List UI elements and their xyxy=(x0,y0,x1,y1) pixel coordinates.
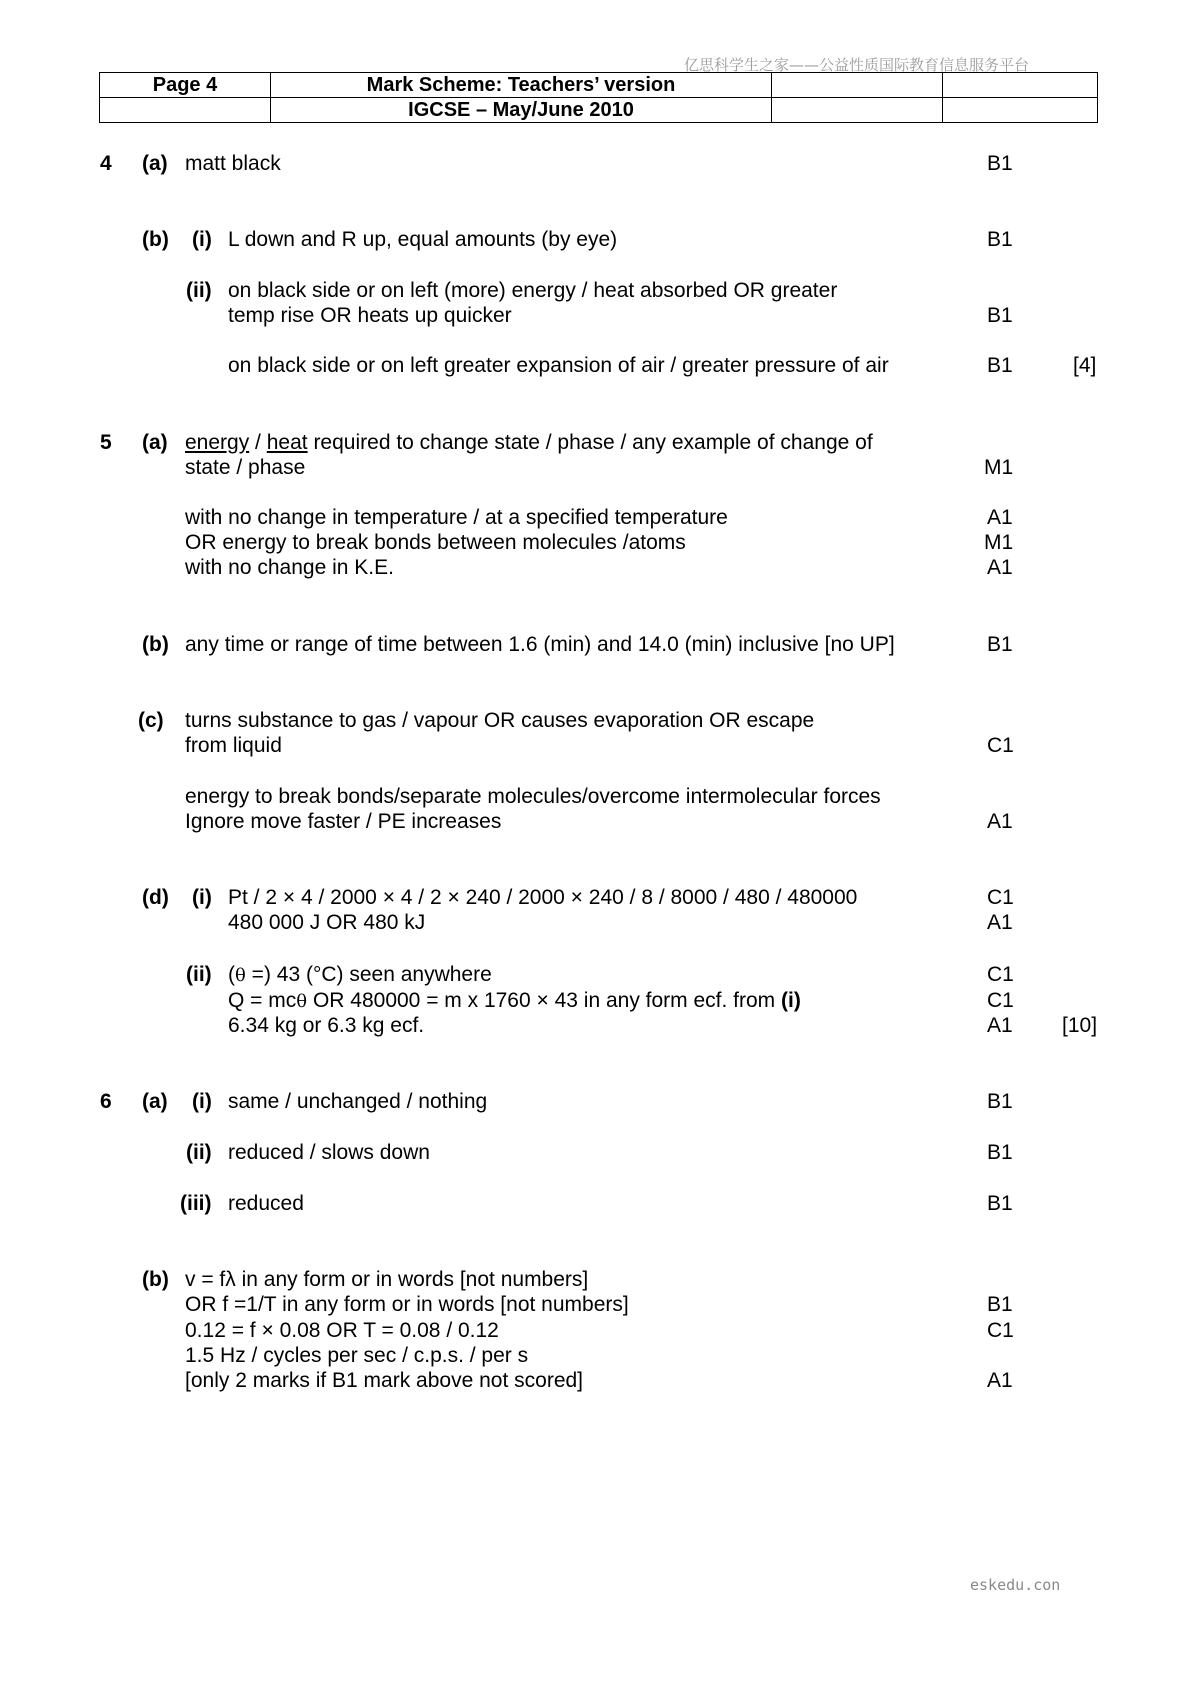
mark: B1 xyxy=(987,1090,1013,1113)
underlined-term: heat xyxy=(266,431,308,454)
mark: B1 xyxy=(987,228,1013,251)
answer-text: 6.34 kg or 6.3 kg ecf. xyxy=(228,1014,425,1037)
part-label: (a) xyxy=(142,431,168,454)
header-empty-cell xyxy=(772,73,943,98)
answer-text: [only 2 marks if B1 mark above not scored] xyxy=(185,1369,584,1392)
question-number: 4 xyxy=(100,152,112,175)
mark: A1 xyxy=(987,1369,1013,1392)
mark: B1 xyxy=(987,1192,1013,1215)
subpart-label: (iii) xyxy=(180,1192,212,1215)
part-label: (b) xyxy=(142,633,169,656)
header-title: Mark Scheme: Teachers’ version xyxy=(271,73,772,98)
part-label: (d) xyxy=(142,886,169,909)
mark: C1 xyxy=(987,989,1014,1012)
answer-text: from liquid xyxy=(185,734,282,757)
mark: C1 xyxy=(987,1319,1014,1342)
answer-text: turns substance to gas / vapour OR causes evaporation OR escape xyxy=(185,709,815,732)
answer-text: reduced xyxy=(228,1192,304,1215)
mark: C1 xyxy=(987,963,1014,986)
answer-text xyxy=(185,430,873,455)
watermark-top: 亿思科学生之家——公益性质国际教育信息服务平台 xyxy=(684,56,1030,74)
answer-text: 480 000 J OR 480 kJ xyxy=(228,911,426,934)
header-empty-cell xyxy=(100,98,271,123)
subpart-label: (i) xyxy=(192,228,212,251)
mark: B1 xyxy=(987,633,1013,656)
answer-text: with no change in K.E. xyxy=(185,556,394,579)
answer-text: on black side or on left (more) energy / heat absorbed OR greater xyxy=(228,279,838,302)
answer-text: 1.5 Hz / cycles per sec / c.p.s. / per s xyxy=(185,1344,529,1367)
watermark-bottom: eskedu.con xyxy=(970,1576,1061,1594)
answer-text: on black side or on left greater expansion of air / greater pressure of air xyxy=(228,354,889,377)
question-number: 5 xyxy=(100,431,112,454)
answer-text-rest: required to change state / phase / any example of change of xyxy=(307,431,873,454)
part-label: (b) xyxy=(142,228,169,251)
question-total: [4] xyxy=(1073,354,1097,377)
answer-text: v = fλ in any form or in words [not numbers] xyxy=(185,1268,589,1291)
separator: / xyxy=(249,431,267,454)
mark: C1 xyxy=(987,886,1014,909)
answer-text: same / unchanged / nothing xyxy=(228,1090,488,1113)
subpart-label: (i) xyxy=(192,886,212,909)
part-label: (a) xyxy=(142,152,168,175)
mark: A1 xyxy=(987,506,1013,529)
underlined-term: energy xyxy=(185,431,250,454)
header-empty-cell xyxy=(943,98,1098,123)
part-label: (c) xyxy=(138,709,164,732)
answer-text: matt black xyxy=(185,152,281,175)
subpart-label: (ii) xyxy=(186,279,212,302)
answer-text xyxy=(228,962,492,988)
answer-text: OR energy to break bonds between molecules /atoms xyxy=(185,531,686,554)
mark: M1 xyxy=(984,456,1014,479)
answer-text: L down and R up, equal amounts (by eye) xyxy=(228,228,618,251)
subpart-label: (ii) xyxy=(186,1141,212,1164)
answer-text: Pt / 2 × 4 / 2000 × 4 / 2 × 240 / 2000 × 240 / 8 / 8000 / 480 / 480000 xyxy=(228,886,858,909)
answer-text: temp rise OR heats up quicker xyxy=(228,304,512,327)
answer-text: reduced / slows down xyxy=(228,1141,430,1164)
answer-text: energy to break bonds/separate molecules/overcome intermolecular forces xyxy=(185,785,881,808)
answer-text: OR f =1/T in any form or in words [not numbers] xyxy=(185,1293,629,1316)
header-page: Page 4 xyxy=(100,73,271,98)
header-table xyxy=(99,72,1098,123)
mark: A1 xyxy=(987,810,1013,833)
cross-reference: (i) xyxy=(781,989,801,1012)
theta-symbol: θ xyxy=(296,991,308,1012)
mark: C1 xyxy=(987,734,1014,757)
header-empty-cell xyxy=(772,98,943,123)
mark: B1 xyxy=(987,1293,1013,1316)
mark: A1 xyxy=(987,556,1013,579)
theta-symbol: θ xyxy=(235,965,246,986)
subpart-label: (ii) xyxy=(186,963,212,986)
text-fragment: Q = mc xyxy=(228,989,297,1012)
answer-text xyxy=(228,988,801,1014)
subpart-label: (i) xyxy=(192,1090,212,1113)
mark: M1 xyxy=(984,531,1014,554)
answer-text: state / phase xyxy=(185,456,306,479)
answer-text: 0.12 = f × 0.08 OR T = 0.08 / 0.12 xyxy=(185,1319,499,1342)
text-fragment: =) 43 (°C) seen anywhere xyxy=(245,963,492,986)
mark: B1 xyxy=(987,1141,1013,1164)
mark: A1 xyxy=(987,1014,1013,1037)
question-total: [10] xyxy=(1062,1014,1098,1037)
text-fragment: ( xyxy=(228,963,235,986)
text-fragment: OR 480000 = m x 1760 × 43 in any form ecf. from xyxy=(307,989,782,1012)
header-subtitle: IGCSE – May/June 2010 xyxy=(271,98,772,123)
question-number: 6 xyxy=(100,1090,112,1113)
header-empty-cell xyxy=(943,73,1098,98)
mark: A1 xyxy=(987,911,1013,934)
answer-text: with no change in temperature / at a specified temperature xyxy=(185,506,728,529)
mark: B1 xyxy=(987,152,1013,175)
answer-text: any time or range of time between 1.6 (min) and 14.0 (min) inclusive [no UP] xyxy=(185,633,895,656)
mark: B1 xyxy=(987,304,1013,327)
mark: B1 xyxy=(987,354,1013,377)
part-label: (b) xyxy=(142,1268,169,1291)
part-label: (a) xyxy=(142,1090,168,1113)
answer-text: Ignore move faster / PE increases xyxy=(185,810,502,833)
